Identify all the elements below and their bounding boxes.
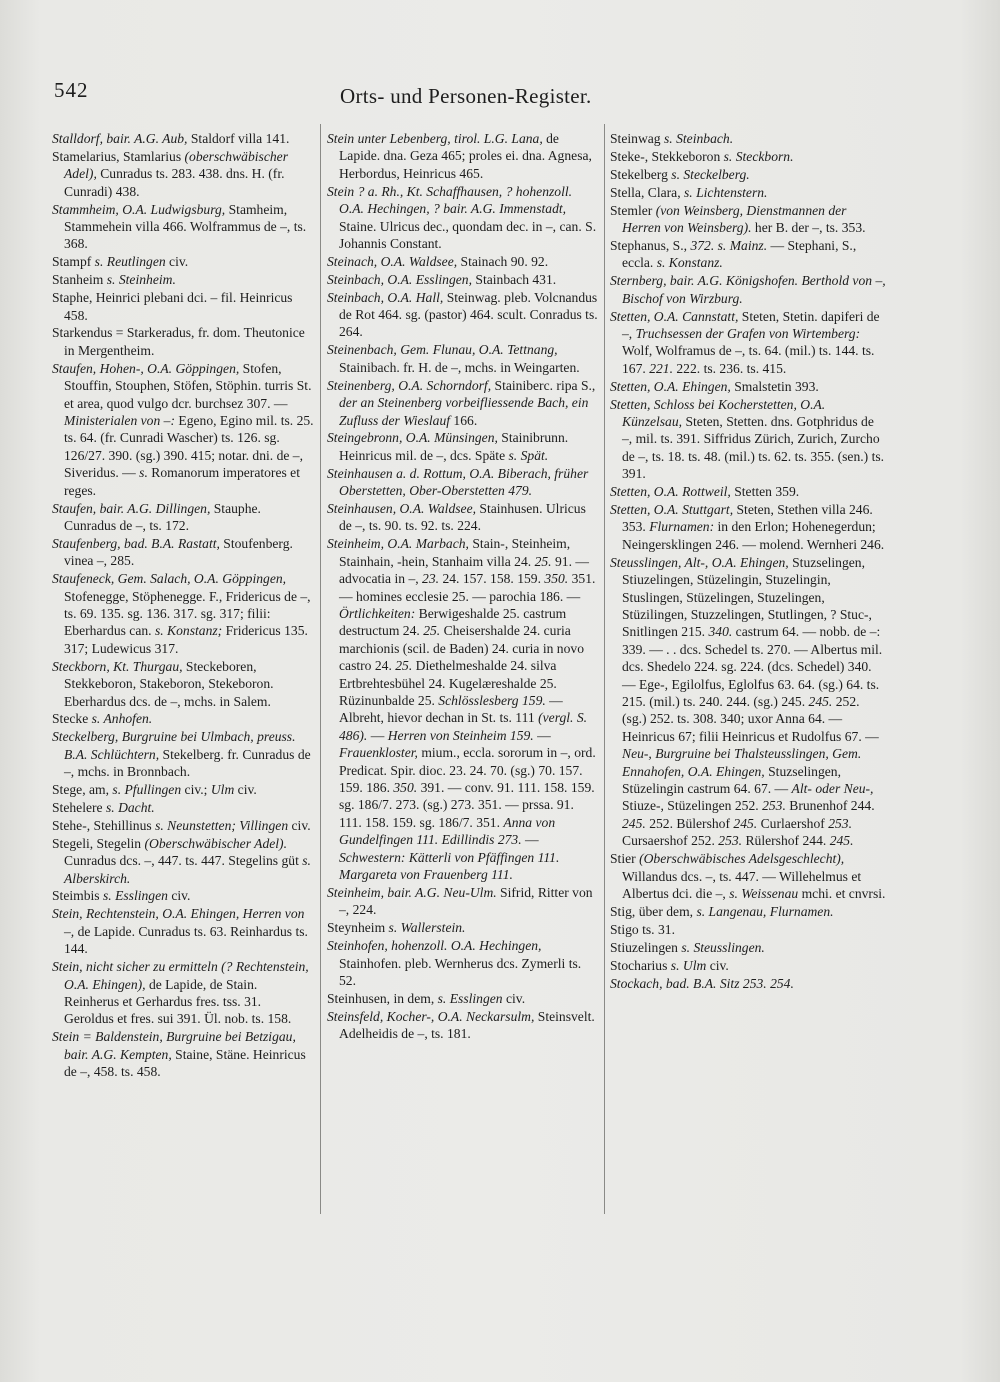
- entry-italic-text: Anna von Gundelfingen 111. Edillindis 273.: [339, 814, 556, 848]
- entry-text: Stainibrunn. Heinricus mil. de –, dcs. Späte: [339, 430, 569, 463]
- register-entry: [52, 324, 314, 359]
- entry-text: Steke-, Stekkeboron: [610, 148, 724, 164]
- entry-italic-text: 23.: [422, 571, 440, 587]
- register-entry: [52, 1028, 314, 1080]
- entry-text: Stig, über dem,: [610, 903, 697, 919]
- entry-italic-text: s. Ulm: [670, 957, 707, 973]
- entry-italic-text: s. Steckborn.: [723, 148, 794, 164]
- entry-text: Stege, am,: [52, 782, 113, 798]
- register-entry: [327, 500, 600, 535]
- entry-italic-text: Staufeneck, Gem. Salach, O.A. Göppingen,: [52, 571, 287, 587]
- entry-italic-text: Ulm: [210, 782, 235, 798]
- register-entry: [52, 148, 314, 200]
- entry-text: Stamelarius, Stamlarius: [52, 148, 185, 164]
- entry-text: Rülershof 244.: [742, 833, 830, 849]
- register-entry: [52, 535, 314, 570]
- register-entry: [52, 360, 314, 499]
- register-entry: [327, 429, 600, 464]
- register-entry: [327, 990, 600, 1007]
- entry-italic-text: s.: [139, 465, 148, 481]
- entry-italic-text: 25.: [423, 623, 441, 639]
- entry-italic-text: 25.: [395, 658, 413, 674]
- entry-italic-text: s. Steinheim.: [106, 272, 176, 288]
- register-entry: [610, 272, 886, 307]
- entry-text: Stainhofen. pleb. Wernherus dcs. Zymerli ts. 52.: [339, 955, 582, 988]
- entry-italic-text: 245.: [808, 694, 833, 709]
- entry-text: Stier: [610, 851, 640, 867]
- entry-italic-text: 245.: [829, 833, 854, 849]
- entry-text: Stanheim: [52, 272, 107, 288]
- entry-italic-text: Stein unter Lebenberg, tirol. L.G. Lana,: [327, 131, 543, 146]
- entry-italic-text: Stockach, bad. B.A. Sitz 253. 254.: [610, 975, 794, 991]
- register-entry: [327, 253, 600, 270]
- entry-italic-text: 245.: [733, 815, 758, 831]
- entry-italic-text: s. Konstanz.: [656, 255, 723, 271]
- entry-italic-text: 350.: [393, 780, 418, 796]
- register-entry: [52, 570, 314, 657]
- entry-text: Steinsvelt. Adelheidis de –, ts. 181.: [339, 1008, 595, 1042]
- register-entry: [610, 378, 886, 395]
- entry-italic-text: Steinheim, O.A. Marbach,: [327, 536, 469, 552]
- entry-text: Steten, Stethen villa 246. 353.: [622, 502, 873, 535]
- register-entry: [52, 835, 314, 887]
- entry-italic-text: (oberschwäbischer Adel),: [64, 148, 288, 182]
- entry-text: —: [533, 727, 551, 743]
- entry-text: Stoufenberg. vinea –, 285.: [64, 535, 293, 569]
- register-entry: [327, 884, 600, 919]
- entry-italic-text: s. Neunstetten; Villingen: [155, 817, 289, 833]
- register-entry: [52, 710, 314, 727]
- entry-text: —: [521, 832, 539, 848]
- register-entry: [327, 937, 600, 989]
- entry-italic-text: (Oberschwäbischer Adel).: [144, 835, 287, 851]
- entry-italic-text: Stein, Rechtenstein, O.A. Ehingen, Herren von –,: [52, 906, 305, 939]
- register-entry: [52, 658, 314, 710]
- entry-text: Staphe, Heinrici plebani dci. – fil. Heinricus 458.: [52, 290, 293, 323]
- entry-italic-text: 25.: [534, 553, 552, 569]
- entry-italic-text: (Oberschwäbisches Adelsgeschlecht),: [639, 851, 845, 867]
- column-divider: [320, 124, 321, 1214]
- register-entry: [610, 921, 886, 938]
- register-entry: [610, 148, 886, 165]
- register-entry: [610, 903, 886, 920]
- entry-italic-text: Stetten, O.A. Cannstatt,: [610, 308, 739, 324]
- register-entry: [52, 728, 314, 780]
- entry-text: Staldorf villa 141.: [187, 131, 290, 146]
- entry-text: Brunenhof 244.: [785, 798, 875, 814]
- entry-italic-text: Steinenberg, O.A. Schorndorf,: [327, 377, 492, 393]
- entry-italic-text: s. Lichtenstern.: [684, 184, 768, 200]
- entry-italic-text: Alt- oder Neu-,: [791, 781, 874, 797]
- entry-text: Steinwag: [610, 131, 664, 146]
- entry-italic-text: s. Anhofen.: [91, 711, 153, 727]
- register-entry: [52, 130, 314, 147]
- register-entry: [610, 939, 886, 956]
- entry-text: Starkendus = Starkeradus, fr. dom. Theutonice in Mergentheim.: [52, 325, 305, 358]
- entry-text: civ.: [706, 957, 729, 973]
- entry-italic-text: s. Alberskirch.: [64, 853, 311, 886]
- register-entry: [52, 253, 314, 270]
- entry-italic-text: der an Steinenberg vorbeifliessende Bach, ein Zufluss der Wieslauf: [339, 395, 589, 428]
- entry-text: Steten, Stetin. dapiferi de –,: [622, 308, 880, 341]
- register-entry: [52, 905, 314, 957]
- entry-text: in den Erlon; Hohenegerdun; Neingersklingen 246. — molend. Wernheri 246.: [622, 519, 885, 552]
- entry-italic-text: s. Pfullingen: [112, 782, 182, 798]
- entry-text: Stampf: [52, 254, 95, 270]
- entry-text: Stekelberg: [610, 166, 672, 182]
- register-entry: [52, 500, 314, 535]
- entry-italic-text: s. Steinbach.: [664, 131, 734, 146]
- column-divider: [604, 124, 605, 1214]
- register-entry: [52, 781, 314, 798]
- running-title: Orts- und Personen-Register.: [340, 84, 592, 108]
- entry-text: Stehe-, Stehillinus: [52, 817, 156, 833]
- entry-italic-text: s. Dacht.: [105, 799, 155, 815]
- register-entry: [327, 341, 600, 376]
- entry-text: Stephanus, S.,: [610, 237, 691, 253]
- entry-text: Egeno, Egino mil. ts. 25. ts. 64. (fr. Cunradi Wascher) ts. 126. sg. 126/27. 390. (sg.) 390. 415; notar. dni. de –, Siveridus. —: [64, 413, 314, 481]
- entry-italic-text: Steinbach, O.A. Esslingen,: [327, 271, 472, 287]
- entry-text: 166.: [450, 412, 478, 428]
- entry-italic-text: (vergl. S. 486).: [339, 710, 588, 743]
- entry-italic-text: s. Spät.: [508, 447, 549, 463]
- register-entry: [52, 271, 314, 288]
- entry-italic-text: Stein, nicht sicher zu ermitteln (? Rechtenstein, O.A. Ehingen),: [52, 959, 309, 992]
- entry-text: Staine. Ulricus dec., quondam dec. in –, can. S. Johannis Constant.: [339, 218, 597, 251]
- entry-italic-text: s. Konstanz;: [154, 623, 223, 639]
- entry-text: 252. (sg.) 252. ts. 308. 340; uxor Anna 64. — Heinricus 67; filii Heinricus et Rudolfus 67. —: [622, 694, 879, 744]
- register-entry: [327, 289, 600, 341]
- entry-italic-text: Staufen, bair. A.G. Dillingen,: [52, 500, 211, 516]
- entry-text: Stiuze-, Stüzelingen 252.: [622, 798, 763, 814]
- entry-text: Stegeli, Stegelin: [52, 835, 145, 851]
- entry-text: Stainhusen. Ulricus de –, ts. 90. ts. 92. ts. 224.: [339, 501, 586, 534]
- entry-text: Stella, Clara,: [610, 184, 684, 200]
- entry-italic-text: Stammheim, O.A. Ludwigsburg,: [52, 201, 226, 217]
- entry-italic-text: s. Langenau, Flurnamen.: [696, 903, 834, 919]
- entry-text: Willandus dcs. –, ts. 447. — Willehelmus et Albertus dci. die –,: [622, 868, 862, 901]
- entry-text: Staine, Stäne. Heinricus de –, 458. ts. 458.: [64, 1046, 306, 1080]
- entry-text: mium., eccla. sororum in –, ord. Predicat. Spir. dioc. 23. 24. 70. (sg.) 70. 157. 159. 186.: [339, 745, 596, 796]
- entry-italic-text: 350.: [544, 571, 569, 587]
- entry-italic-text: Stein ? a. Rh., Kt. Schaffhausen, ? hohenzoll. O.A. Hechingen, ? bair. A.G. Immenstadt,: [327, 183, 573, 217]
- register-entry: [610, 501, 886, 553]
- entry-text: Stiuzelingen: [610, 939, 682, 955]
- entry-text: Stofen, Stouffin, Stouphen, Stöfen, Stöphin. turris St. et area, quod vulgo dcr. burchsez 307. —: [64, 360, 312, 411]
- entry-italic-text: Schlösslesberg 159.: [438, 693, 546, 708]
- register-entry: [52, 799, 314, 816]
- register-entry: [52, 201, 314, 253]
- entry-text: Stainach 90. 92.: [457, 253, 549, 269]
- entry-italic-text: Sternberg, bair. A.G. Königshofen. Berthold von –, Bischof von Wirzburg.: [610, 273, 886, 306]
- entry-text: Stuzselingen, Stüzelingin castrum 64. 67. —: [622, 763, 841, 797]
- entry-text: Steimbis: [52, 888, 103, 904]
- entry-text: Stainiberc. ripa S.,: [491, 377, 596, 393]
- entry-italic-text: 253.: [828, 815, 852, 831]
- entry-text: Stamheim, Stammehein villa 466. Wolframmus de –, ts. 368.: [64, 201, 307, 252]
- entry-text: civ.: [165, 254, 189, 270]
- entry-italic-text: Flurnamen:: [649, 519, 715, 535]
- entry-text: Stainibach. fr. H. de –, mchs. in Weingarten.: [339, 359, 580, 375]
- entry-text: Romanorum imperatores et reges.: [64, 465, 300, 498]
- entry-italic-text: Steinhausen, O.A. Waldsee,: [327, 501, 477, 517]
- entry-text: 252. Bülershof: [645, 815, 734, 831]
- register-entry: [52, 887, 314, 904]
- entry-text: Diethelmeshalde 24. silva Ertbrehtesbühel 24. Kugelæreshalde 25. Rüzinunbalde 25.: [339, 658, 557, 708]
- register-entry: [610, 237, 886, 272]
- entry-italic-text: Neu-, Burgruine bei Thalsteusslingen, Gem. Ennahofen, O.A. Ehingen,: [622, 746, 862, 779]
- entry-italic-text: 245.: [622, 815, 646, 831]
- entry-italic-text: Steinhofen, hohenzoll. O.A. Hechingen,: [327, 938, 542, 954]
- entry-italic-text: s. Weissenau: [729, 885, 799, 901]
- entry-text: — Stephani, S., eccla.: [622, 237, 857, 271]
- entry-text: Cunradus dcs. –, 447. ts. 447. Stegelins güt: [64, 853, 303, 869]
- entry-text: civ.: [288, 817, 311, 833]
- entry-italic-text: Frauenkloster,: [339, 745, 418, 761]
- entry-text: Steinhusen, in dem,: [327, 990, 438, 1006]
- register-entry: [610, 975, 886, 992]
- entry-italic-text: Steckelberg, Burgruine bei Ulmbach, preuss. B.A. Schlüchtern,: [52, 729, 296, 762]
- entry-italic-text: Steinheim, bair. A.G. Neu-Ulm.: [327, 884, 497, 900]
- entry-italic-text: Staufen, Hohen-, O.A. Göppingen,: [52, 360, 240, 376]
- entry-italic-text: 221.: [649, 360, 673, 376]
- entry-text: Berwigeshalde 25. castrum destructum 24.: [339, 605, 567, 639]
- register-entry: [610, 850, 886, 902]
- entry-text: Stemler: [610, 202, 656, 218]
- register-entry: [610, 396, 886, 483]
- register-entry: [610, 483, 886, 500]
- register-entry: [327, 271, 600, 288]
- entry-text: Stofenegge, Stöphenegge. F., Fridericus de –, ts. 69. 135. sg. 136. 317. sg. 317; filii: Eberhardus can.: [64, 588, 311, 639]
- entry-italic-text: Stetten, Schloss bei Kocherstetten, O.A. Künzelsau,: [610, 396, 826, 429]
- entry-italic-text: Ministerialen von –:: [64, 413, 175, 428]
- entry-italic-text: Steinenbach, Gem. Flunau, O.A. Tettnang,: [327, 342, 558, 358]
- entry-italic-text: s. Steckelberg.: [671, 166, 750, 182]
- entry-text: 222. ts. 236. ts. 415.: [672, 360, 787, 376]
- entry-italic-text: s. Wallerstein.: [388, 920, 466, 936]
- entry-italic-text: 372. s. Mainz.: [690, 237, 768, 253]
- entry-text: Steinwag. pleb. Volcnandus de Rot 464. sg. (pastor) 464. scult. Conradus ts. 264.: [339, 289, 598, 340]
- register-entry: [52, 289, 314, 324]
- entry-text: Stetten 359.: [730, 484, 800, 500]
- entry-text: de Lapide, de Stain. Reinherus et Gerhardus fres. tss. 31. Geroldus et fres. sui 391. Ül. nob. ts. 158.: [64, 976, 292, 1027]
- entry-text: Cheisershalde 24. curia marchionis (scil. de Baden) 24. curia in novo castro 24.: [339, 623, 584, 674]
- entry-italic-text: Steinach, O.A. Waldsee,: [327, 253, 458, 269]
- register-entry: [327, 919, 600, 936]
- entry-italic-text: Steusslingen, Alt-, O.A. Ehingen,: [610, 554, 789, 570]
- entry-text: Steten, Stetten. dns. Gotphridus de –, mil. ts. 391. Siffridus Zürich, Zurich, Zurcho de –, ts. 18. ts. 48. (mil.) ts. 62. ts. 355. (sen.) ts. 391.: [622, 414, 885, 482]
- entry-text: Stainbach 431.: [471, 271, 557, 287]
- register-column-1: [52, 130, 314, 1081]
- entry-text: Steckeboren, Stekkeboron, Stakeboron, Stekeboron. Eberhardus dcs. de –, mchs. in Salem.: [64, 658, 274, 709]
- entry-italic-text: (von Weinsberg, Dienstmannen der Herren von Weinsberg).: [622, 202, 847, 236]
- register-entry: [610, 554, 886, 850]
- entry-text: Steynheim: [327, 920, 389, 936]
- register-entry: [610, 202, 886, 237]
- register-entry: [52, 817, 314, 834]
- entry-italic-text: Truchsessen der Grafen von Wirtemberg:: [635, 325, 861, 341]
- entry-italic-text: 253.: [718, 833, 743, 849]
- register-entry: [610, 130, 886, 147]
- entry-text: 91. — advocatia in –,: [339, 553, 589, 587]
- entry-italic-text: 340.: [708, 624, 733, 640]
- entry-text: 351. — homines ecclesie 25. — parochia 186. —: [339, 571, 596, 604]
- entry-text: Sifrid, Ritter von –, 224.: [339, 884, 593, 918]
- entry-italic-text: Steinbach, O.A. Hall,: [327, 289, 444, 305]
- entry-text: civ.: [234, 782, 257, 798]
- entry-italic-text: Steingebronn, O.A. Münsingen,: [327, 430, 498, 446]
- register-entry: [327, 535, 600, 883]
- entry-text: Stekelberg. fr. Cunradus de –, mchs. in Bronnbach.: [64, 746, 311, 780]
- entry-italic-text: Stetten, O.A. Rottweil,: [610, 484, 731, 500]
- entry-italic-text: s. Esslingen: [102, 888, 168, 904]
- entry-italic-text: Stetten, O.A. Ehingen,: [610, 378, 731, 394]
- entry-text: —: [367, 727, 388, 743]
- register-entry: [327, 130, 600, 182]
- register-entry: [52, 958, 314, 1028]
- entry-text: 391. — conv. 91. 111. 158. 159. sg. 186/7. 273. (sg.) 273. 351. — prssa. 91. 111. 158. 159. sg. 186/7. 351.: [339, 780, 595, 830]
- entry-italic-text: Steckborn, Kt. Thurgau,: [52, 658, 183, 674]
- register-entry: [327, 465, 600, 500]
- register-entry: [610, 308, 886, 378]
- entry-italic-text: Schwestern: Kätterli von Pfäffingen 111. Margareta von Frauenberg 111.: [339, 849, 560, 883]
- entry-italic-text: s. Esslingen: [437, 990, 503, 1006]
- register-entry: [610, 957, 886, 974]
- entry-text: Stuzselingen, Stiuzelingen, Stüzelingin, Stuzelingin, Stuslingen, Stüzelingen, Stuzelingen, Stüzilingen, Stuzzelingen, Stutlingen, ? Stuc-, Snitlingen 215.: [622, 554, 872, 640]
- register-column-2: [327, 130, 600, 1043]
- entry-italic-text: Stetten, O.A. Stuttgart,: [610, 502, 734, 518]
- entry-text: Stehelere: [52, 799, 106, 815]
- entry-text: Stigo ts. 31.: [610, 921, 675, 937]
- entry-text: Wolf, Wolframus de –, ts. 64. (mil.) ts. 144. ts. 167.: [622, 343, 875, 376]
- register-entry: [327, 1008, 600, 1043]
- entry-text: Fridericus 135. 317; Ludewicus 317.: [64, 623, 308, 656]
- register-entry: [610, 166, 886, 183]
- entry-text: de Lapide. Cunradus ts. 63. Reinhardus ts. 144.: [64, 923, 308, 957]
- entry-text: Stauphe. Cunradus de –, ts. 172.: [64, 500, 261, 533]
- entry-italic-text: Herren von Steinheim 159.: [387, 727, 534, 743]
- entry-text: Curlaershof: [757, 815, 829, 831]
- entry-italic-text: Stein = Baldenstein, Burgruine bei Betzigau, bair. A.G. Kempten,: [52, 1029, 296, 1062]
- entry-italic-text: Steinhausen a. d. Rottum, O.A. Biberach, früher Oberstetten, Ober-Oberstetten 479.: [327, 465, 589, 499]
- entry-text: Stain-, Steinheim, Stainhain, -hein, Stanhaim villa 24.: [339, 536, 571, 569]
- entry-text: Stecke: [52, 711, 92, 727]
- entry-italic-text: Örtlichkeiten:: [339, 605, 416, 621]
- register-column-3: [610, 130, 886, 992]
- entry-text: castrum 64. — nobb. de –: 339. — . . dcs. Schedel ts. 270. — Albertus mil. dcs. Shedelo 224. sg. 224. (dcs. Schedel) 340. — Ege-, Egilolfus, Eglolfus 63. 64. (sg.) 64. ts. 215. (mil.) ts. 240. 244. (sg.) 245.: [622, 624, 883, 709]
- register-entry: [610, 184, 886, 201]
- entry-text: civ.: [167, 888, 191, 904]
- entry-italic-text: 253.: [762, 798, 786, 814]
- entry-italic-text: Stalldorf, bair. A.G. Aub,: [52, 131, 188, 146]
- entry-text: Stocharius: [610, 957, 671, 973]
- register-entry: [327, 183, 600, 253]
- entry-italic-text: s. Steusslingen.: [681, 939, 765, 955]
- register-entry: [327, 377, 600, 429]
- page-number: 542: [54, 78, 89, 102]
- entry-text: civ.;: [181, 782, 211, 798]
- entry-text: mchi. et cnvrsi.: [798, 885, 886, 901]
- entry-text: 24. 157. 158. 159.: [439, 571, 545, 587]
- entry-text: — Albreht, hievor dechan in St. ts. 111: [339, 693, 563, 726]
- entry-text: Cursaershof 252.: [622, 833, 719, 849]
- entry-text: Smalstetin 393.: [730, 378, 819, 394]
- entry-text: her B. der –, ts. 353.: [751, 220, 866, 236]
- entry-italic-text: Steinsfeld, Kocher-, O.A. Neckarsulm,: [327, 1008, 535, 1024]
- entry-text: de Lapide. dna. Geza 465; proles ei. dna. Agnesa, Herbordus, Heinricus 465.: [339, 131, 592, 181]
- entry-text: civ.: [502, 990, 526, 1006]
- entry-text: Cunradus ts. 283. 438. dns. H. (fr. Cunradi) 438.: [64, 166, 285, 199]
- entry-italic-text: s. Reutlingen: [94, 254, 166, 270]
- entry-italic-text: Staufenberg, bad. B.A. Rastatt,: [52, 535, 220, 551]
